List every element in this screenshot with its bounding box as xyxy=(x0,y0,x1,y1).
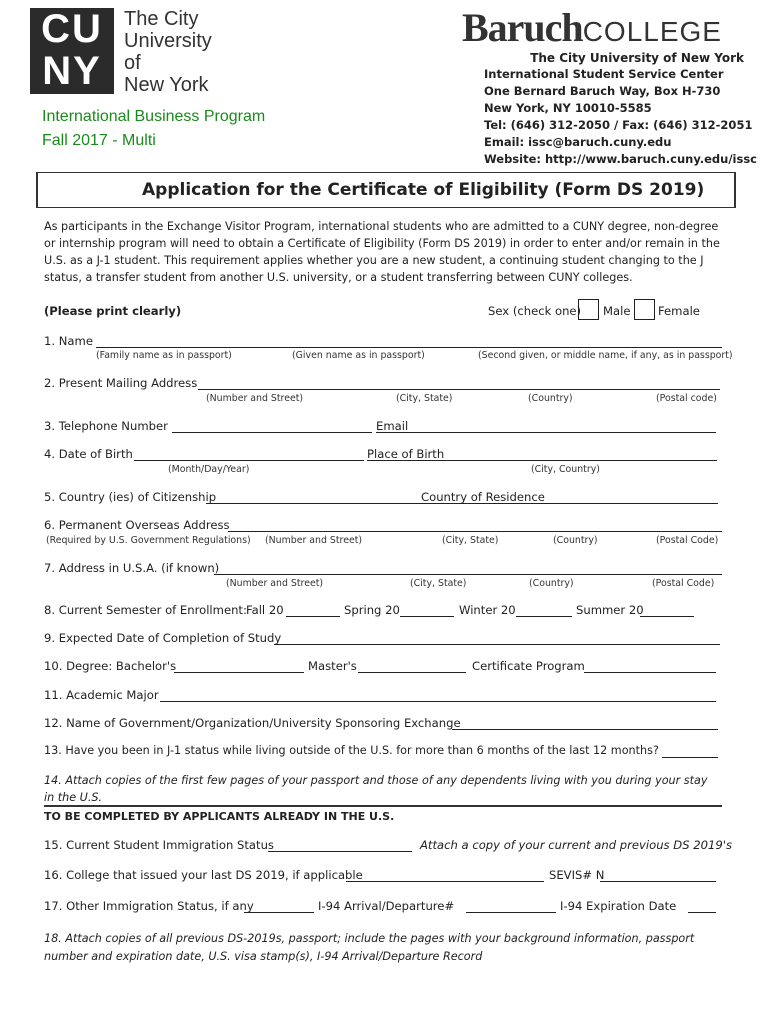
q6-sub: (Required by U.S. Government Regulations) xyxy=(46,535,251,546)
q8-summer-label: Summer 20 xyxy=(576,603,644,617)
masters-field[interactable] xyxy=(358,672,466,673)
cuny-logo xyxy=(30,8,114,94)
sex-label: Sex (check one) xyxy=(488,304,582,318)
academic-major-field[interactable] xyxy=(160,701,716,702)
cuny-name-line: The City xyxy=(124,8,199,30)
fall-field[interactable] xyxy=(286,616,340,617)
winter-field[interactable] xyxy=(516,616,572,617)
certificate-label: Certificate Program xyxy=(472,659,585,673)
q3-label: 3. Telephone Number xyxy=(44,419,168,433)
q1-sub: (Family name as in passport) xyxy=(96,350,232,361)
completion-date-field[interactable] xyxy=(274,644,720,645)
intro-paragraph: As participants in the Exchange Visitor Program, international students who are admitted to a CUNY degree, non-degree or internship program will need to obtain a Certificate of Eligibility (Form DS 2019) in order to enter and/or remain in the U.S. as a J-1 student. This requirement applies whether you are a new student, a continuing student changing to the J status, a transfer student from another U.S. university, or a student transferring between CUNY colleges. xyxy=(44,220,720,284)
section-us-heading: TO BE COMPLETED BY APPLICANTS ALREADY IN THE U.S. xyxy=(44,810,395,823)
section-divider xyxy=(44,805,722,807)
address-line: Website: http://www.baruch.cuny.edu/issc xyxy=(484,152,758,166)
issc-address xyxy=(484,66,757,168)
country-residence-label: Country of Residence xyxy=(421,490,545,504)
immigration-status-field[interactable] xyxy=(268,851,412,852)
q8-fall-label: Fall 20 xyxy=(246,603,284,617)
q4-label: 4. Date of Birth xyxy=(44,447,133,461)
q16-label: 16. College that issued your last DS 2019, if applicable xyxy=(44,868,363,882)
us-address-field[interactable] xyxy=(214,574,722,575)
i94-arrival-field[interactable] xyxy=(466,912,556,913)
q8-label: 8. Current Semester of Enrollment: xyxy=(44,603,247,617)
email-field[interactable] xyxy=(376,432,716,433)
other-status-field[interactable] xyxy=(244,912,314,913)
program-term: Fall 2017 - Multi xyxy=(42,132,156,149)
telephone-field[interactable] xyxy=(172,432,372,433)
cuny-logo-text: CU NY xyxy=(41,7,103,93)
q17-label: 17. Other Immigration Status, if any xyxy=(44,899,254,913)
q7-sub: (Postal Code) xyxy=(652,578,715,589)
spring-field[interactable] xyxy=(400,616,454,617)
masters-label: Master's xyxy=(308,659,357,673)
program-title: International Business Program xyxy=(42,108,266,125)
q18-label: 18. Attach copies of all previous DS-2019s, passport; include the pages with your background information, passport number and expiration date, U.S. visa stamp(s), I-94 Arrival/Departure Record xyxy=(44,932,695,963)
q12-label: 12. Name of Government/Organization/University Sponsoring Exchange xyxy=(44,716,461,730)
dob-field[interactable] xyxy=(134,460,364,461)
cuny-name xyxy=(124,8,212,96)
cuny-name-line: of xyxy=(124,52,141,74)
address-line: Email: issc@baruch.cuny.edu xyxy=(484,135,672,149)
q6-label: 6. Permanent Overseas Address xyxy=(44,518,230,532)
q1-sub: (Second given, or middle name, if any, as in passport) xyxy=(478,350,733,361)
q7-sub: (City, State) xyxy=(410,578,467,589)
q7-label: 7. Address in U.S.A. (if known) xyxy=(44,561,220,575)
bachelors-field[interactable] xyxy=(174,672,304,673)
summer-field[interactable] xyxy=(640,616,694,617)
baruch-tagline: The City University of New York xyxy=(530,51,744,65)
baruch-logo xyxy=(462,4,722,51)
sponsor-field[interactable] xyxy=(452,729,718,730)
college-wordmark: COLLEGE xyxy=(582,16,722,47)
q2-label: 2. Present Mailing Address xyxy=(44,376,198,390)
address-line: Tel: (646) 312-2050 / Fax: (646) 312-2051 xyxy=(484,118,753,132)
q6-sub: (City, State) xyxy=(442,535,499,546)
q2-sub: (Number and Street) xyxy=(206,393,304,404)
q7-sub: (Number and Street) xyxy=(226,578,324,589)
last-college-field[interactable] xyxy=(346,881,544,882)
cuny-name-line: New York xyxy=(124,74,209,96)
male-checkbox[interactable] xyxy=(578,299,599,320)
q2-sub: (Postal code) xyxy=(656,393,717,404)
q4-sub: (City, Country) xyxy=(531,464,600,475)
mailing-address-field[interactable] xyxy=(198,389,720,390)
certificate-field[interactable] xyxy=(584,672,716,673)
female-checkbox[interactable] xyxy=(634,299,655,320)
cuny-name-line: University xyxy=(124,30,212,52)
q11-label: 11. Academic Major xyxy=(44,688,159,702)
q1-label: 1. Name xyxy=(44,334,93,348)
sevis-label: SEVIS# N xyxy=(549,868,605,882)
baruch-wordmark: Baruch xyxy=(462,5,583,50)
q2-sub: (Country) xyxy=(528,393,573,404)
q4-sub: (Month/Day/Year) xyxy=(168,464,250,475)
j1-status-field[interactable] xyxy=(662,757,718,758)
q6-sub: (Number and Street) xyxy=(265,535,363,546)
q15-note: Attach a copy of your current and previous DS 2019's xyxy=(420,838,732,852)
q15-label: 15. Current Student Immigration Status xyxy=(44,838,274,852)
print-clearly-note: (Please print clearly) xyxy=(44,304,182,318)
male-label: Male xyxy=(603,304,631,318)
q8-winter-label: Winter 20 xyxy=(459,603,516,617)
address-line: New York, NY 10010-5585 xyxy=(484,101,652,115)
q14-label: 14. Attach copies of the first few pages of your passport and those of any dependents living with you during your stay in the U.S. xyxy=(44,774,708,804)
female-label: Female xyxy=(658,304,700,318)
q6-sub: (Postal Code) xyxy=(656,535,719,546)
i94-expiration-field[interactable] xyxy=(688,912,716,913)
q6-sub: (Country) xyxy=(553,535,598,546)
address-line: International Student Service Center xyxy=(484,67,724,81)
overseas-address-field[interactable] xyxy=(228,531,722,532)
q8-spring-label: Spring 20 xyxy=(344,603,400,617)
place-of-birth-field[interactable] xyxy=(367,460,717,461)
sevis-field[interactable] xyxy=(600,881,716,882)
email-label: Email xyxy=(376,419,409,433)
i94-expiration-label: I-94 Expiration Date xyxy=(560,899,677,913)
form-title: Application for the Certificate of Eligibility (Form DS 2019) xyxy=(142,180,705,200)
i94-arrival-label: I-94 Arrival/Departure# xyxy=(318,899,455,913)
place-of-birth-label: Place of Birth xyxy=(367,447,445,461)
q7-sub: (Country) xyxy=(529,578,574,589)
q9-label: 9. Expected Date of Completion of Study xyxy=(44,631,282,645)
q5-label: 5. Country (ies) of Citizenship xyxy=(44,490,217,504)
name-field[interactable] xyxy=(96,347,722,348)
q10-label: 10. Degree: Bachelor's xyxy=(44,659,177,673)
q1-sub: (Given name as in passport) xyxy=(292,350,425,361)
q13-label: 13. Have you been in J-1 status while living outside of the U.S. for more than 6 months of the last 12 months? xyxy=(44,744,659,757)
q2-sub: (City, State) xyxy=(396,393,453,404)
address-line: One Bernard Baruch Way, Box H-730 xyxy=(484,84,721,98)
